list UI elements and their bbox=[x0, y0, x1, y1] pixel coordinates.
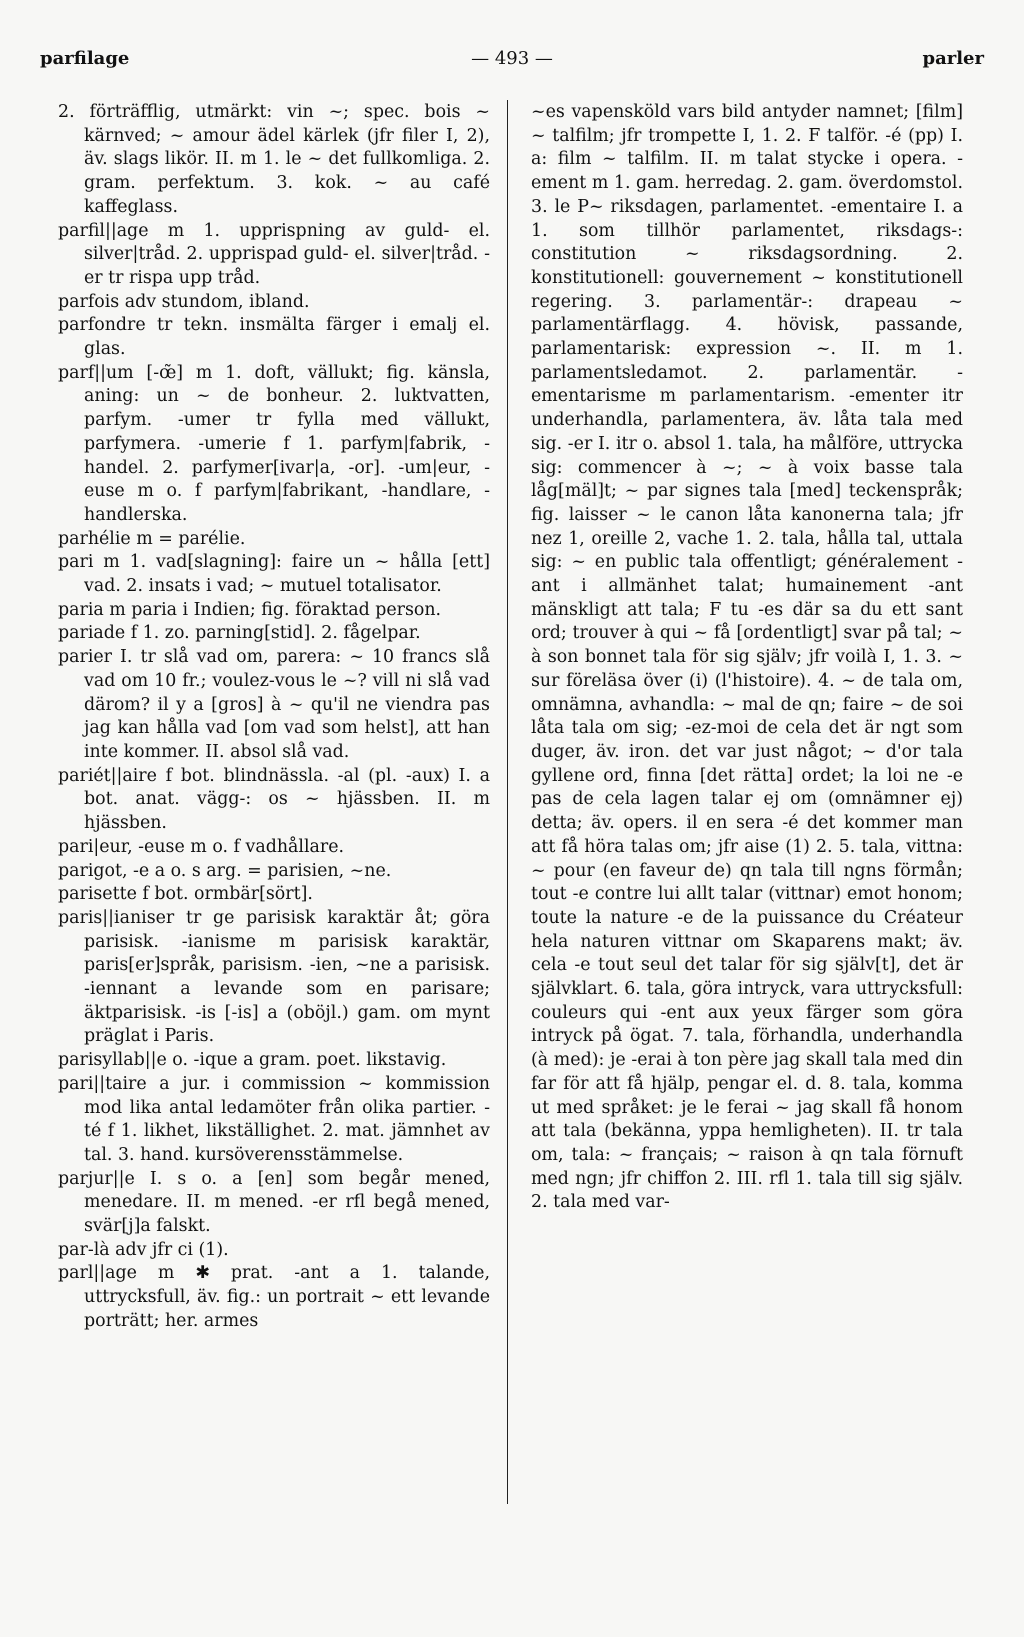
entry: paria m paria i Indien; fig. föraktad person. bbox=[58, 599, 442, 620]
left-guide-word: parfilage bbox=[40, 48, 130, 69]
entry: pari m 1. vad[slagning]: faire un ~ hålla [ett] vad. 2. insats i vad; ~ mutuel totalisator. bbox=[58, 552, 490, 597]
entry: parf||um [-œ̃] m 1. doft, vällukt; fig. känsla, aning: un ~ de bonheur. 2. luktvatten, parfym. -umer tr fylla med vällukt, parfymera. -umerie f 1. parfym|fabrik, -handel. 2. parfymer[ivar|a, -or]. -um|eur, -euse m o. f parfym|fabrikant, -handlare, -handlerska. bbox=[58, 362, 490, 525]
entry: paris||ianiser tr ge parisisk karaktär åt; göra parisisk. -ianisme m parisisk karaktär, paris[er]språk, parisism. -ien, ~ne a parisisk. -iennant a levande som en parisare; äktparisisk. -is [-is] a (oböjl.) gam. om mynt präglat i Paris. bbox=[58, 907, 490, 1047]
column-divider bbox=[507, 100, 508, 1504]
entry: par-là adv jfr ci (1). bbox=[58, 1239, 229, 1260]
entry: pariét||aire f bot. blindnässla. -al (pl. -aux) I. a bot. anat. vägg-: os ~ hjässben. II. m hjässben. bbox=[58, 765, 490, 834]
entry: pari||taire a jur. i commission ~ kommission mod lika antal ledamöter från olika partier. -té f 1. likhet, likställighet. 2. mat. jämnhet av tal. 3. hand. kursöverensstämmelse. bbox=[58, 1073, 490, 1165]
entry: parier I. tr slå vad om, parera: ~ 10 francs slå vad om 10 fr.; voulez-vous le ~? vill ni slå vad därom? il y a [gros] à ~ qu'il ne viendra pas jag kan hålla vad [om vad som helst], att han inte kommer. II. absol slå vad. bbox=[58, 647, 490, 762]
entry: parfois adv stundom, ibland. bbox=[58, 291, 310, 312]
entry: pari|eur, -euse m o. f vadhållare. bbox=[58, 836, 345, 857]
page-header bbox=[40, 48, 984, 78]
entry-continuation: ~es vapensköld vars bild antyder namnet; [film] ~ talfilm; jfr trompette I, 1. 2. F talför. -é (pp) I. a: film ~ talfilm. II. m talat stycke i opera. -ement m 1. gam. herredag. 2. gam. överdomstol. 3. le P~ riksdagen, parlamentet. -ementaire I. a 1. som tillhör parlamentet, riksdags-: constitution ~ riksdagsordning. 2. konstitutionell: gouvernement ~ konstitutionell regering. 3. parlamentär-: drapeau ~ parlamentärflagg. 4. hövisk, passande, parlamentarisk: expression ~. II. m 1. parlamentsledamot. 2. parlamentär. -ementarisme m parlamentarism. -ementer itr underhandla, parlamentera, äv. låta tala med sig. -er I. itr o. absol 1. tala, ha målföre, uttrycka sig: commencer à ~; ~ à voix basse tala låg[mäl]t; ~ par signes tala [med] teckenspråk; fig. laisser ~ le canon låta kanonerna tala; jfr nez 1, oreille 2, vache 1. 2. tala, hålla tal, uttala sig: ~ en public tala offentligt; généralement -ant i allmänhet talat; humainement -ant mänskligt att tala; F tu -es där sa du ett sant ord; trouver à qui ~ få [ordentligt] svar på tal; ~ à son bonnet tala för sig själv; jfr voilà I, 1. 3. ~ sur föreläsa över (i) (l'histoire). 4. ~ de tala om, omnämna, avhandla: ~ mal de qn; faire ~ de soi låta tala om sig; -ez-moi de cela det är ngt som duger, äv. iron. det var just något; ~ d'or tala gyllene ord, finna [det rätta] ordet; la loi ne -e pas de cela lagen talar ej om (omnämner ej) detta; äv. opers. il en sera -é det kommer man att få höra talas om; jfr aise (1) 2. 5. tala, vittna: ~ pour (en faveur de) qn tala till ngns förmån; tout -e contre lui allt talar (vittnar) emot honom; toute la nature -e de la puissance du Créateur hela naturen vittnar om Skaparens makt; äv. cela -e tout seul det talar för sig själv[t], det är självklart. 6. tala, göra intryck, vara uttrycksfull: couleurs qui -ent aux yeux färger som göra intryck på ögat. 7. tala, förhandla, underhandla (à med): je -erai à ton père jag skall tala med din far för att få hjälp, pengar el. d. 8. tala, komma ut med språket: je le ferai ~ jag skall få honom att tala (bekänna, yppa hemligheten). II. tr tala om, tala: ~ français; ~ raison à qn tala förnuft med ngn; jfr chiffon 2. III. rfl 1. tala till sig själv. 2. tala med var- bbox=[531, 102, 963, 1213]
page-number: — 493 — bbox=[471, 48, 553, 69]
right-column bbox=[531, 101, 963, 1215]
entry: parl||age m ✱ prat. -ant a 1. talande, uttrycksfull, äv. fig.: un portrait ~ ett levande porträtt; her. armes bbox=[58, 1263, 490, 1331]
right-guide-word: parler bbox=[922, 48, 984, 69]
entry: parisette f bot. ormbär[sört]. bbox=[58, 884, 313, 905]
entry: parjur||e I. s o. a [en] som begår mened, menedare. II. m mened. -er rfl begå mened, svär[j]a falskt. bbox=[58, 1168, 490, 1237]
entry: pariade f 1. zo. parning[stid]. 2. fågelpar. bbox=[58, 623, 421, 644]
entry: parfondre tr tekn. insmälta färger i emalj el. glas. bbox=[58, 315, 490, 360]
left-column bbox=[58, 101, 490, 1334]
entry: 2. förträfflig, utmärkt: vin ~; spec. bois ~ kärnved; ~ amour ädel kärlek (jfr filer I, 2), äv. slags likör. II. m 1. le ~ det fullkomliga. 2. gram. perfektum. 3. kok. ~ au café kaffeglass. bbox=[58, 102, 490, 217]
entry: parfil||age m 1. upprispning av guld- el. silver|tråd. 2. upprispad guld- el. silver|tråd. -er tr rispa upp tråd. bbox=[58, 220, 490, 288]
entry: parisyllab||e o. -ique a gram. poet. likstavig. bbox=[58, 1050, 447, 1071]
entry: parigot, -e a o. s arg. = parisien, ~ne. bbox=[58, 860, 392, 881]
entry: parhélie m = parélie. bbox=[58, 528, 246, 549]
